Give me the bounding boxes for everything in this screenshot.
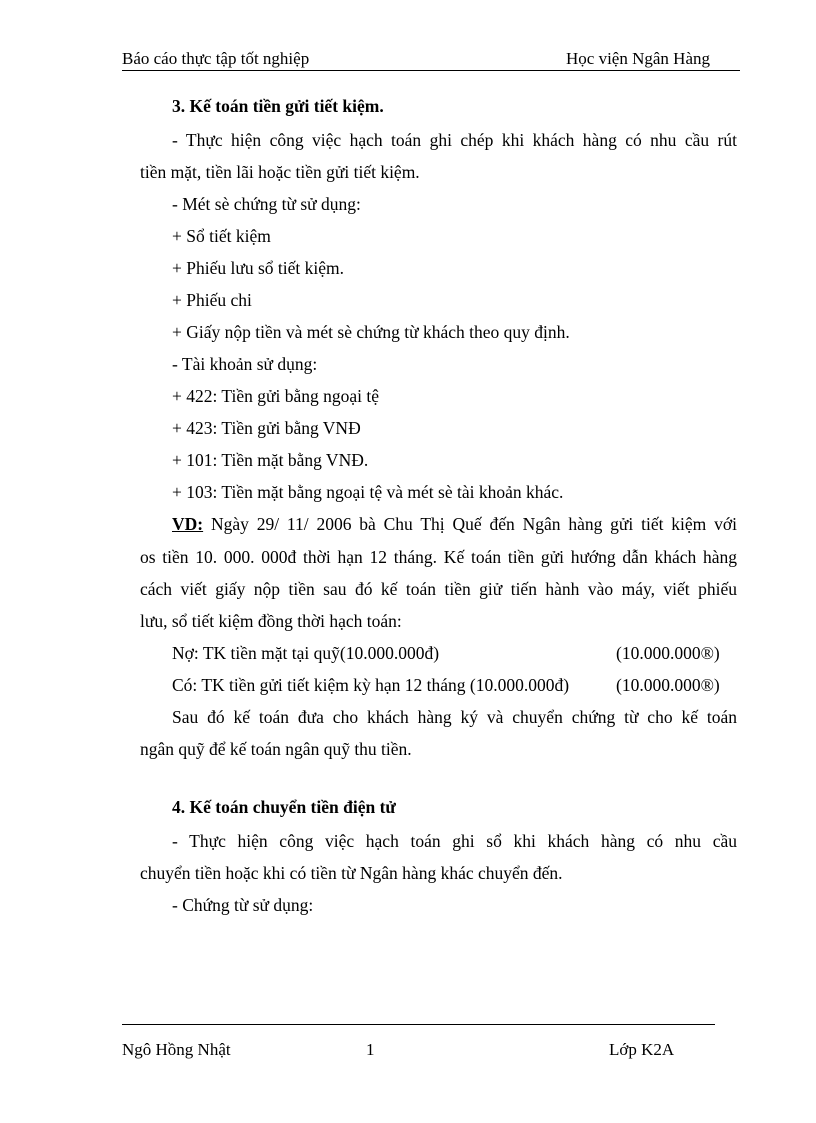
entry-amount: (10.000.000®) <box>616 643 720 663</box>
closing-line-2: ngân quỹ để kế toán ngân quỹ thu tiền. <box>140 739 412 759</box>
example-line-2: os tiền 10. 000. 000đ thời hạn 12 tháng. Kế toán tiền gửi hướng dẫn khách hàng <box>140 547 737 567</box>
section-4-paragraph-line-1: - Thực hiện công việc hạch toán ghi sổ khi khách hàng có nhu cầu <box>172 831 737 851</box>
document-item: + Phiếu lưu sổ tiết kiệm. <box>172 258 344 278</box>
example-label: VD: <box>172 514 204 534</box>
document-item: + Giấy nộp tiền và mét sè chứng từ khách theo quy định. <box>172 322 570 342</box>
account-item: + 103: Tiền mặt bằng ngoại tệ và mét sè tài khoản khác. <box>172 482 564 502</box>
closing-line-1: Sau đó kế toán đưa cho khách hàng ký và chuyển chứng từ cho kế toán <box>172 707 737 727</box>
footer-divider <box>122 1024 715 1025</box>
example-line-3: cách viết giấy nộp tiền sau đó kế toán tiền giử tiến hành vào máy, viết phiếu <box>140 579 737 599</box>
journal-entry-debit <box>140 643 737 663</box>
document-item: + Phiếu chi <box>172 290 252 310</box>
account-item: + 101: Tiền mặt bằng VNĐ. <box>172 450 369 470</box>
footer-page-number: 1 <box>366 1040 375 1059</box>
example-line-1-text: Ngày 29/ 11/ 2006 bà Chu Thị Quế đến Ngân hàng gửi tiết kiệm với <box>203 514 737 534</box>
footer-author: Ngô Hồng Nhật <box>122 1040 231 1059</box>
account-item: + 422: Tiền gửi bằng ngoại tệ <box>172 386 379 406</box>
documents-label: - Mét sè chứng từ sử dụng: <box>172 194 361 214</box>
section-3-paragraph-line-1: - Thực hiện công việc hạch toán ghi chép khi khách hàng có nhu cầu rút <box>172 130 737 150</box>
example-line-1 <box>172 514 737 534</box>
entry-account: Có: TK tiền gửi tiết kiệm kỳ hạn 12 tháng (10.000.000đ) <box>172 675 570 695</box>
section-3-paragraph-line-2: tiền mặt, tiền lãi hoặc tiền gửi tiết kiệm. <box>140 162 420 182</box>
section-4-paragraph-line-2: chuyển tiền hoặc khi có tiền từ Ngân hàng khác chuyển đến. <box>140 863 563 883</box>
footer-class: Lớp K2A <box>609 1040 675 1059</box>
section-3-title: 3. Kế toán tiền gửi tiết kiệm. <box>172 96 384 116</box>
page-header <box>122 48 740 71</box>
journal-entry-credit <box>140 675 737 695</box>
section-4-documents-label: - Chứng từ sử dụng: <box>172 895 314 915</box>
entry-amount: (10.000.000®) <box>616 675 720 695</box>
header-institution: Học viện Ngân Hàng <box>566 49 710 68</box>
example-line-4: lưu, sổ tiết kiệm đồng thời hạch toán: <box>140 611 402 631</box>
section-4-title: 4. Kế toán chuyển tiền điện tử <box>172 797 396 817</box>
header-report-title: Báo cáo thực tập tốt nghiệp <box>122 49 310 68</box>
accounts-label: - Tài khoản sử dụng: <box>172 354 318 374</box>
account-item: + 423: Tiền gửi bằng VNĐ <box>172 418 361 438</box>
document-item: + Sổ tiết kiệm <box>172 226 271 246</box>
entry-account: Nợ: TK tiền mặt tại quỹ(10.000.000đ) <box>172 643 440 663</box>
